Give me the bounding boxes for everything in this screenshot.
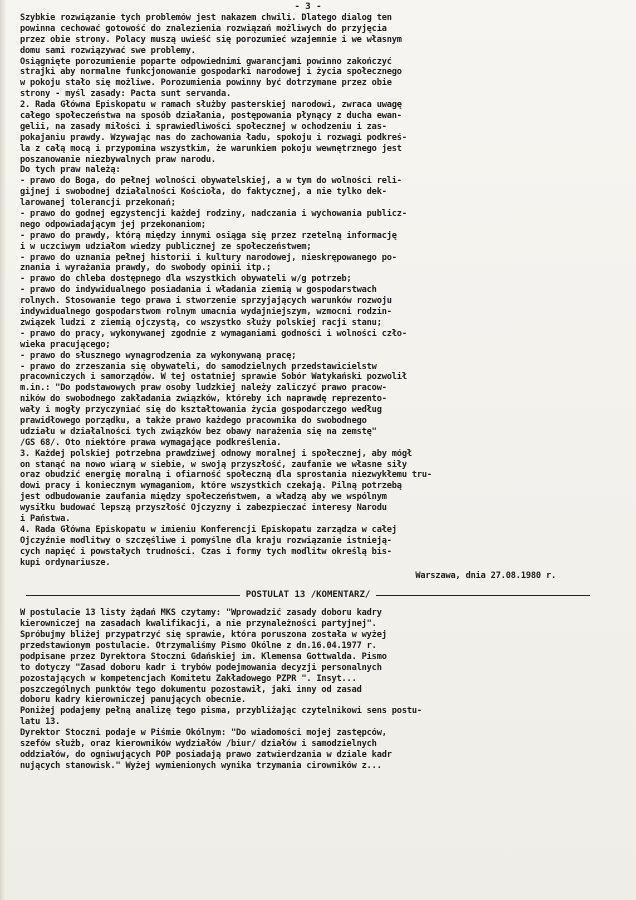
- scan-edge: [0, 0, 6, 900]
- text-line: 3. Każdej polskiej potrzebna prawdziwej odnowy moralnej i społecznej, aby mógł: [20, 448, 412, 459]
- text-line: - prawo do zrzeszania się obywateli, do samodzielnych przedstawicielstw: [20, 361, 377, 372]
- text-line: i w uczciwym udziałom wiedzy publicznej ze społeczeństwem;: [20, 241, 312, 252]
- text-line: związek ludzi z ziemią ojczystą, co wszystko służy polskiej racji stanu;: [20, 317, 382, 328]
- text-line: latu 13.: [20, 717, 61, 728]
- text-line: ników do swobodnego zakładania związków, któreby ich naprawdę reprezento-: [20, 394, 387, 405]
- text-line: Do tych praw należą:: [20, 165, 121, 176]
- text-line: w pokoju stało się możliwe. Porozumienia powinny być dotrzymane przez obie: [20, 78, 392, 89]
- text-line: całego społeczeństwa na sposób działania, postępowania płynący z ducha ewan-: [20, 111, 402, 122]
- heading-rule-left: [26, 595, 240, 596]
- text-line: cych napięć i powstałych trudności. Czas i formy tych modlitw określą bis-: [20, 546, 392, 557]
- text-line: przedstawionym postulacie. Otrzymaliśmy Pismo Okólne z dn.16.04.1977 r.: [20, 640, 377, 651]
- text-line: przez obie strony. Polacy muszą uwieść się porozumieć wzajemnie i we własnym: [20, 34, 402, 45]
- text-line: 2. Rada Główna Episkopatu w ramach służby pasterskiej narodowi, zwraca uwagę: [20, 100, 402, 111]
- text-line: dowi pracy i koniecznym wymaganiom, które wszystkich czekają. Pilną potrzebą: [20, 481, 402, 492]
- text-line: 4. Rada Główna Episkopatu w imieniu Konferencji Episkopatu zarządza w całej: [20, 524, 397, 535]
- text-line: znania i wyrażania prawdy, do swobody opinii itp.;: [20, 263, 272, 274]
- text-line: prawidłowego porządku, a także prawo każdego pracownika do swobodnego: [20, 415, 367, 426]
- text-line: W postulacie 13 listy żądań MKS czytamy: "Wprowadzić zasady doboru kadry: [20, 608, 382, 619]
- text-line: pozostających w kompetencjach Komitetu Zakładowego PZPR ". Insyt...: [20, 673, 357, 684]
- text-line: oraz obudzić energię moralną i ofiarność społeczną dla sprostania niezwykłemu tru-: [20, 470, 432, 481]
- text-line: larowanej tolerancji przekonań;: [20, 198, 176, 209]
- heading-rule-right: [376, 595, 590, 596]
- text-line: - prawo do uznania pełnej historii i kultury narodowej, nieskrępowanego po-: [20, 252, 397, 263]
- text-line: wysiłku budować lepszą przyszłość Ojczyzny i zabezpieczać interesy Narodu: [20, 503, 387, 514]
- text-line: - prawo do indywidualnego posiadania i władania ziemią w gospodarstwach: [20, 285, 377, 296]
- text-line: pokajaniu prawdy. Wzywając nas do zachowania ładu, spokoju i rozwagi podkreś-: [20, 132, 407, 143]
- text-line: jest odbudowanie zaufania między społeczeństwem, a władzą aby we wspólnym: [20, 492, 387, 503]
- text-line: domu sami rozwiązywać swe problemy.: [20, 45, 196, 56]
- text-line: strajki aby normalne funkcjonowanie gospodarki narodowej i życia społecznego: [20, 67, 402, 78]
- text-line: rolnych. Stosowanie tego prawa i stworzenie sprzyjających warunków rozwoju: [20, 296, 392, 307]
- text-line: nujących stanowisk." Wyżej wymienionych wynika trzymania cirowników z...: [20, 760, 382, 771]
- text-line: i Państwa.: [20, 513, 71, 524]
- text-line: Dyrektor Stoczni podaje w Piśmie Okólnym: "Do wiadomości mojej zastępców,: [20, 728, 387, 739]
- text-line: powinna cechować gotowość do znalezienia rozwiązań możliwych do przyjęcia: [20, 23, 387, 34]
- text-line: - prawo do słusznego wynagrodzenia za wykonywaną pracę;: [20, 350, 297, 361]
- text-line: - prawo do prawdy, którą między innymi osiąga się przez rzetelną informację: [20, 230, 397, 241]
- text-line: m.in.: "Do podstawowych praw osoby ludzkiej należy zaliczyć prawo pracow-: [20, 383, 387, 394]
- text-line: Ojczyźnie modlitwy o szczęśliwe i pomyślne dla kraju rozwiązanie istnieją-: [20, 535, 392, 546]
- text-line: udziału w działalności tych związków bez obawy narażenia się na zemstę": [20, 426, 377, 437]
- heading-row: [20, 588, 596, 602]
- text-line: kierowniczej na zasadach kwalifikacji, a nie przynależności partyjnej".: [20, 619, 377, 630]
- top-text-block: [20, 13, 596, 568]
- text-line: szefów służb, oraz kierowników wydziałów /biur/ działów i samodzielnych: [20, 739, 377, 749]
- text-line: Spróbujmy bliżej przypatrzyć się sprawie, która poruszona została w wyżej: [20, 630, 387, 641]
- text-line: - prawo do chleba dostępnego dla wszystkich obywateli w/g potrzeb;: [20, 274, 352, 285]
- text-line: - prawo do Boga, do pełnej wolności obywatelskiej, a w tym do wolności reli-: [20, 176, 402, 187]
- text-line: indywidualnego gospodarstwom rolnym umacnia wydajniejszym, wzmocni rodzin-: [20, 307, 392, 318]
- text-line: gijnej i swobodnej działalności Kościoła, do faktycznej, a nie tylko dek-: [20, 187, 387, 198]
- page-number: - 3 -: [294, 2, 322, 12]
- text-line: poszanowanie niezbywalnych praw narodu.: [20, 154, 216, 165]
- text-line: la z całą mocą i przypomina wszystkim, że warunkiem pokoju wewnętrznego jest: [20, 143, 402, 154]
- text-line: Poniżej podajemy pełną analizę tego pisma, przybliżając czytelnikowi sens postu-: [20, 706, 422, 717]
- text-line: Szybkie rozwiązanie tych problemów jest nakazem chwili. Dlatego dialog ten: [20, 13, 392, 23]
- text-line: Osiągnięte porozumienie poparte odpowiednimi gwarancjami powinno zakończyć: [20, 56, 392, 67]
- text-line: to dotyczy "Zasad doboru kadr i trybów podejmowania decyzji personalnych: [20, 662, 382, 673]
- bottom-text-block: [20, 608, 596, 771]
- text-line: wały i mogły przyczyniać się do kształtowania życia gospodarczego według: [20, 405, 382, 416]
- text-line: strony - myśl zasady: Pacta sunt servanda.: [20, 89, 232, 100]
- text-line: podpisane przez Dyrektora Stoczni Gdańskiej im. Klemensa Gottwalda. Pismo: [20, 651, 387, 662]
- text-line: wieka pracującego;: [20, 339, 111, 350]
- text-line: on stanąć na nowo wiarą w siebie, w swoją przyszłość, zaufanie we własne siły: [20, 459, 407, 470]
- signature-date: Warszawa, dnia 27.08.1980 r.: [415, 571, 556, 582]
- text-line: - prawo do pracy, wykonywanej zgodnie z wymaganiami godności i wolności czło-: [20, 328, 407, 339]
- section-heading: POSTULAT 13 /KOMENTARZ/: [245, 590, 371, 601]
- text-line: oddziałów, do ogniwujących POP posiadają prawo zatwierdzania w dziale kadr: [20, 749, 392, 760]
- text-line: pracowniczych i samorządów. W tej ostatniej sprawie Sobór Watykański pozwolił: [20, 372, 407, 383]
- text-line: gelii, na zasady miłości i sprawiedliwości społecznej w ochodzeniu i zas-: [20, 121, 387, 132]
- text-line: nego odpowiadającym jej przekonaniom;: [20, 219, 206, 230]
- text-line: /GS 68/. Oto niektóre prawa wymagające podkreślenia.: [20, 437, 282, 448]
- text-line: - prawo do godnej egzystencji każdej rodziny, nadczania i wychowania publicz-: [20, 209, 407, 220]
- text-line: kupi ordynariusze.: [20, 557, 111, 568]
- text-line: poszczególnych punktów tego dokumentu pozostawił, jaki inny od zasad: [20, 684, 362, 695]
- text-line: doboru kadry kierowniczej panujących obecnie.: [20, 695, 247, 706]
